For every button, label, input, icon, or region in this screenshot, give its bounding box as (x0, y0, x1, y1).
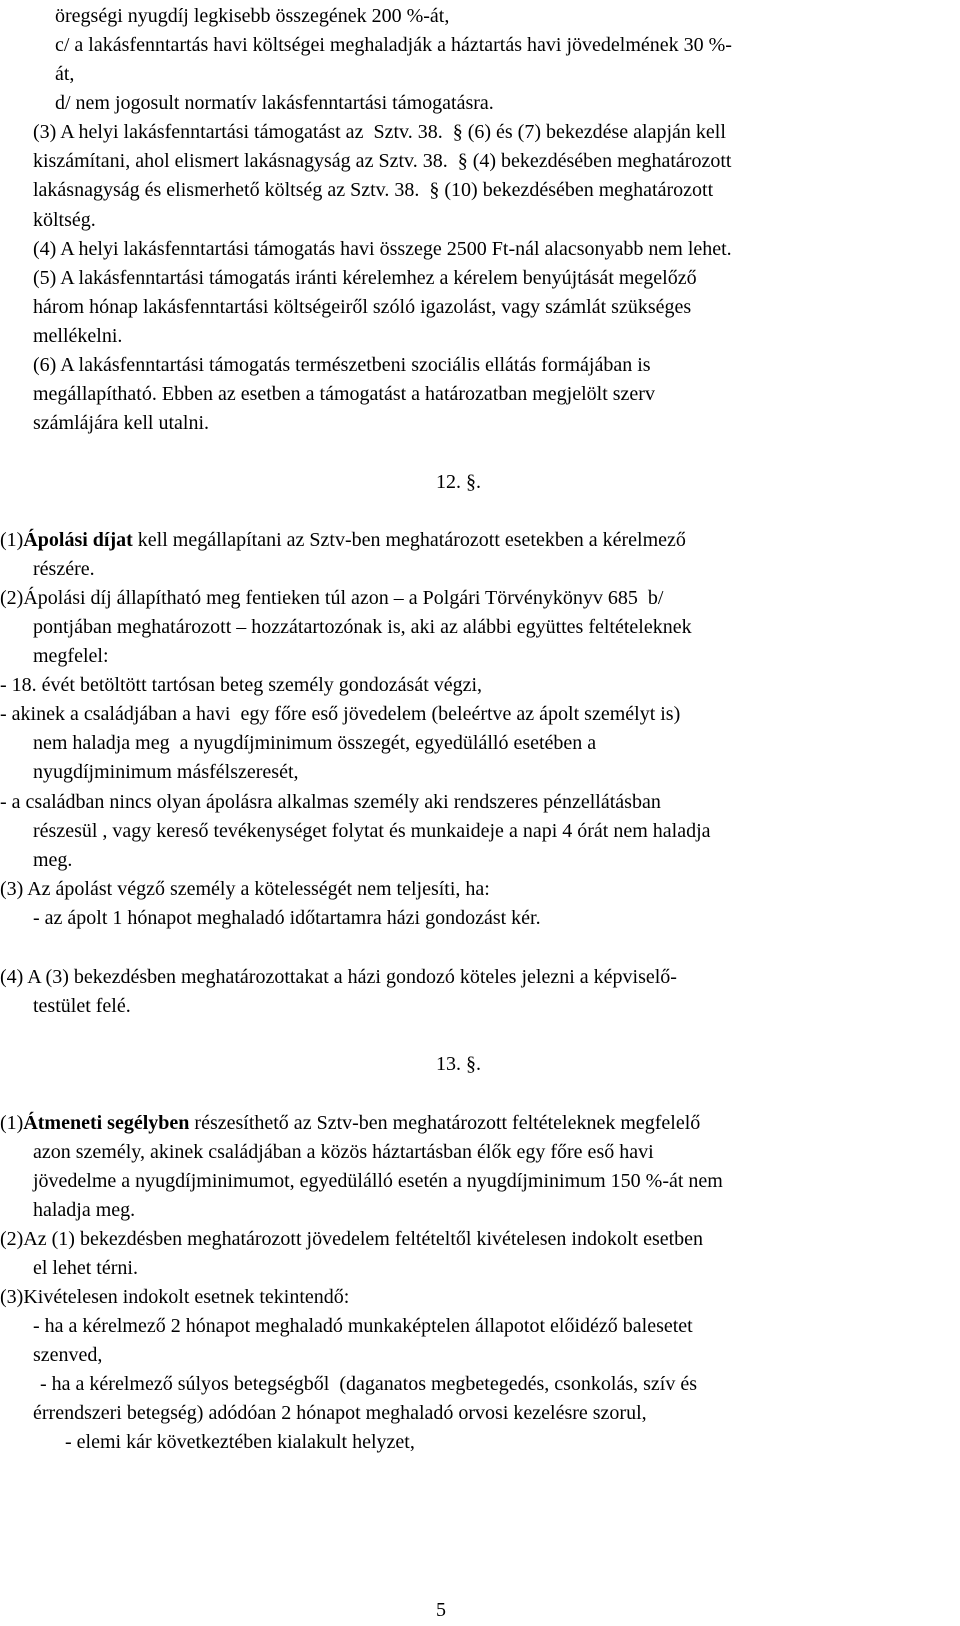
text-line: - az ápolt 1 hónapot meghaladó időtartamra házi gondozást kér. (33, 907, 541, 929)
text-line: jövedelme a nyugdíjminimumot, egyedülálló esetén a nyugdíjminimum 150 %-át nem (33, 1170, 723, 1192)
bold-term: Ápolási díjat (23, 529, 133, 551)
section-heading: 12. §. (436, 471, 481, 493)
text-line: számlájára kell utalni. (33, 412, 210, 434)
text-line (0, 528, 686, 552)
text-line: - akinek a családjában a havi egy főre eső jövedelem (beleértve az ápolt személyt is) (0, 703, 681, 725)
text-line: - ha a kérelmező 2 hónapot meghaladó munkaképtelen állapotot előidéző balesetet (33, 1315, 693, 1337)
paragraph-number: (1) (0, 529, 24, 551)
text-line: (5) A lakásfenntartási támogatás iránti kérelemhez a kérelem benyújtását megelőző (33, 267, 697, 289)
text-line: (4) A (3) bekezdésben meghatározottakat a házi gondozó köteles jelezni a képviselő- (0, 966, 677, 988)
bold-term: Átmeneti segélyben (23, 1112, 190, 1134)
text-line: - ha a kérelmező súlyos betegségből (daganatos megbetegedés, csonkolás, szív és (40, 1373, 698, 1395)
text-line: öregségi nyugdíj legkisebb összegének 200 %-át, (55, 5, 450, 27)
text-line: (4) A helyi lakásfenntartási támogatás havi összege 2500 Ft-nál alacsonyabb nem lehet. (33, 238, 732, 260)
text-run: kell megállapítani az Sztv-ben meghatározott esetekben a kérelmező (132, 529, 686, 551)
text-line: testület felé. (33, 995, 131, 1017)
section-heading: 13. §. (436, 1053, 481, 1075)
text-line: (3) A helyi lakásfenntartási támogatást az Sztv. 38. § (6) és (7) bekezdése alapján kell (33, 121, 726, 143)
text-line: d/ nem jogosult normatív lakásfenntartási támogatásra. (55, 92, 494, 114)
text-line: (2)Ápolási díj állapítható meg fentieken túl azon – a Polgári Törvénykönyv 685 b/ (0, 587, 664, 609)
paragraph-number: (1) (0, 1112, 24, 1134)
text-line: érrendszeri betegség) adódóan 2 hónapot meghaladó orvosi kezelésre szorul, (33, 1402, 647, 1424)
text-line: (6) A lakásfenntartási támogatás természetbeni szociális ellátás formájában is (33, 354, 651, 376)
page-number: 5 (436, 1599, 446, 1621)
text-line: - elemi kár következtében kialakult helyzet, (65, 1431, 415, 1453)
text-line: részesül , vagy kereső tevékenységet folytat és munkaideje a napi 4 órát nem haladja (33, 820, 711, 842)
text-line: (2)Az (1) bekezdésben meghatározott jövedelem feltételtől kivételesen indokolt esetben (0, 1228, 704, 1250)
text-line: (3) Az ápolást végző személy a kötelességét nem teljesíti, ha: (0, 878, 490, 900)
text-line: haladja meg. (33, 1199, 136, 1221)
text-line: (3)Kivételesen indokolt esetnek tekintendő: (0, 1286, 350, 1308)
text-line: megfelel: (33, 645, 109, 667)
text-line: c/ a lakásfenntartás havi költségei meghaladják a háztartás havi jövedelmének 30 %- (55, 34, 732, 56)
text-line: költség. (33, 209, 96, 231)
text-line: - a családban nincs olyan ápolásra alkalmas személy aki rendszeres pénzellátásban (0, 791, 661, 813)
text-line: pontjában meghatározott – hozzátartozónak is, aki az alábbi együttes feltételeknek (33, 616, 692, 638)
text-line: kiszámítani, ahol elismert lakásnagyság az Sztv. 38. § (4) bekezdésében meghatározott (33, 150, 732, 172)
text-line: három hónap lakásfenntartási költségeiről szóló igazolást, vagy számlát szükséges (33, 296, 692, 318)
text-line: el lehet térni. (33, 1257, 138, 1279)
text-line: lakásnagyság és elismerhető költség az Sztv. 38. § (10) bekezdésében meghatározott (33, 179, 714, 201)
text-line: részére. (33, 558, 95, 580)
text-line: nem haladja meg a nyugdíjminimum összegét, egyedülálló esetében a (33, 732, 597, 754)
text-line (0, 1111, 700, 1135)
text-line: szenved, (33, 1344, 103, 1366)
text-line: meg. (33, 849, 73, 871)
text-line: azon személy, akinek családjában a közös háztartásban élők egy főre eső havi (33, 1141, 654, 1163)
text-run: részesíthető az Sztv-ben meghatározott feltételeknek megfelelő (189, 1112, 701, 1134)
text-line: nyugdíjminimum másfélszeresét, (33, 761, 299, 783)
text-line: - 18. évét betöltött tartósan beteg személy gondozását végzi, (0, 674, 483, 696)
text-line: mellékelni. (33, 325, 123, 347)
text-line: át, (55, 63, 75, 85)
text-line: megállapítható. Ebben az esetben a támogatást a határozatban megjelölt szerv (33, 383, 655, 405)
